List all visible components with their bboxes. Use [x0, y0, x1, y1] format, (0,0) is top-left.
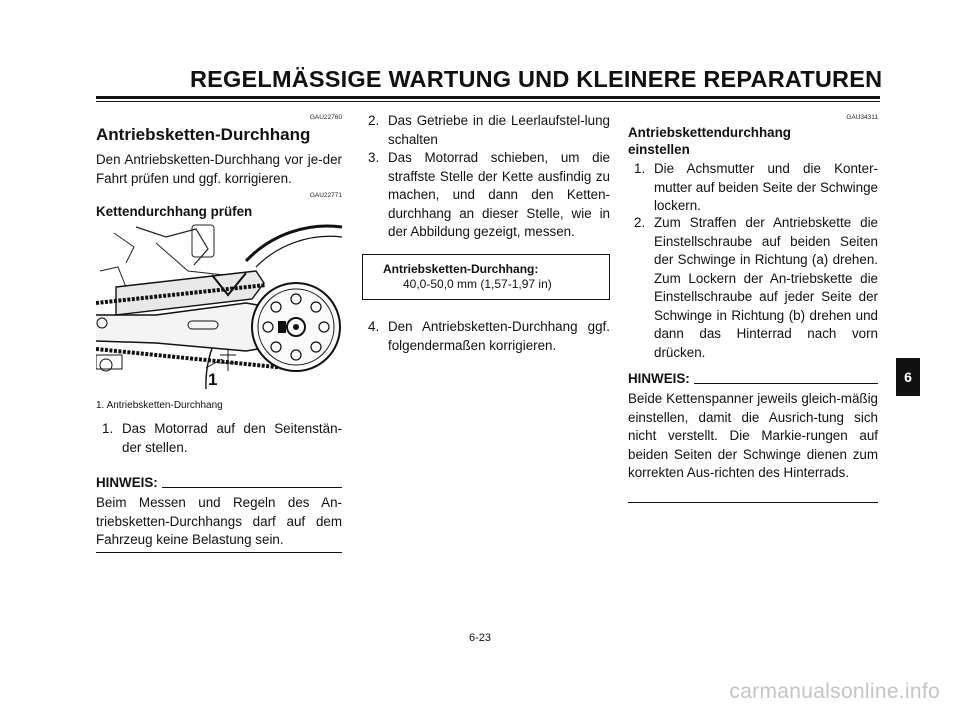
- list-item-text: Zum Straffen der Antriebskette die Einstellschraube auf beiden Seiten der Schwinge in Richtung (a) drehen. Zum Lockern der An-triebskette die Einstellschraube auf jeder Seite der Schwinge in Richtung (b) drehen und dann das Hinterrad nach vorn drücken.: [654, 215, 878, 360]
- note-heading-rule: [694, 383, 878, 384]
- spec-value: 40,0-50,0 mm (1,57-1,97 in): [403, 277, 552, 291]
- specification-box: [362, 254, 610, 300]
- note-heading: [96, 474, 342, 492]
- note-label: HINWEIS:: [96, 475, 158, 490]
- section-title-line2: einstellen: [628, 142, 690, 157]
- list-item-text: Das Motorrad auf den Seitenstän-der stellen.: [122, 421, 342, 455]
- subsection-title: Kettendurchhang prüfen: [96, 204, 253, 219]
- figure-callout-number: 1: [208, 370, 218, 389]
- list-item-number: 2.: [368, 113, 380, 128]
- intro-paragraph: Den Antriebsketten-Durchhang vor je-der Fahrt prüfen und ggf. korrigieren.: [96, 152, 342, 186]
- watermark-text: carmanualsonline.info: [729, 680, 940, 703]
- note-heading-rule: [162, 487, 342, 488]
- chain-figure-svg: [96, 223, 344, 393]
- list-item: [628, 160, 878, 216]
- header-rule: [96, 96, 880, 99]
- list-item-number: 1.: [102, 421, 114, 436]
- chapter-tab: 6: [896, 358, 920, 396]
- list-item-text: Das Getriebe in die Leerlaufstel-lung schalten: [388, 113, 610, 147]
- list-item: [628, 214, 878, 362]
- page-number: 6-23: [468, 632, 492, 644]
- chain-slack-illustration: [96, 223, 344, 393]
- list-item-number: 2.: [634, 215, 646, 230]
- list-item-number: 4.: [368, 319, 380, 334]
- subsection-code: GAU22771: [309, 192, 342, 199]
- list-item: [96, 420, 342, 457]
- list-item-text: Die Achsmutter und die Konter-mutter auf beiden Seite der Schwinge lockern.: [654, 161, 878, 213]
- list-item-text: Den Antriebsketten-Durchhang ggf. folgendermaßen korrigieren.: [388, 319, 610, 353]
- section-code: GAU22760: [309, 114, 342, 121]
- note-end-rule: [96, 552, 342, 553]
- spec-label: Antriebsketten-Durchhang:: [383, 262, 539, 276]
- list-item: [362, 149, 610, 242]
- note-text: Beim Messen und Regeln des An-triebsketten-Durchhangs darf auf dem Fahrzeug keine Belastung sein.: [96, 495, 342, 547]
- note-heading: [628, 370, 878, 388]
- list-item-text: Das Motorrad schieben, um die straffste Stelle der Kette ausfindig zu machen, und dann den Ketten-durchhang an dieser Stelle, wie in der Abbildung gezeigt, messen.: [388, 150, 610, 239]
- list-item-number: 3.: [368, 150, 380, 165]
- figure-caption: 1. Antriebsketten-Durchhang: [96, 400, 223, 411]
- note-end-rule: [628, 502, 878, 503]
- list-item: [362, 318, 610, 355]
- header-rule-thin: [96, 101, 880, 102]
- section-code: GAU34311: [846, 114, 878, 121]
- section-title: Antriebskettendurchhang: [628, 125, 791, 140]
- list-item: [362, 112, 610, 149]
- page-header-title: REGELMÄSSIGE WARTUNG UND KLEINERE REPARATUREN: [190, 66, 883, 92]
- note-text: Beide Kettenspanner jeweils gleich-mäßig einstellen, damit die Ausrich-tung sich nicht verstellt. Die Markie-rungen auf beiden Seiten der Schwinge dienen zum korrekten Aus-richten des Hinterrads.: [628, 391, 878, 480]
- section-title: Antriebsketten-Durchhang: [96, 125, 311, 144]
- note-label: HINWEIS:: [628, 371, 690, 386]
- list-item-number: 1.: [634, 161, 646, 176]
